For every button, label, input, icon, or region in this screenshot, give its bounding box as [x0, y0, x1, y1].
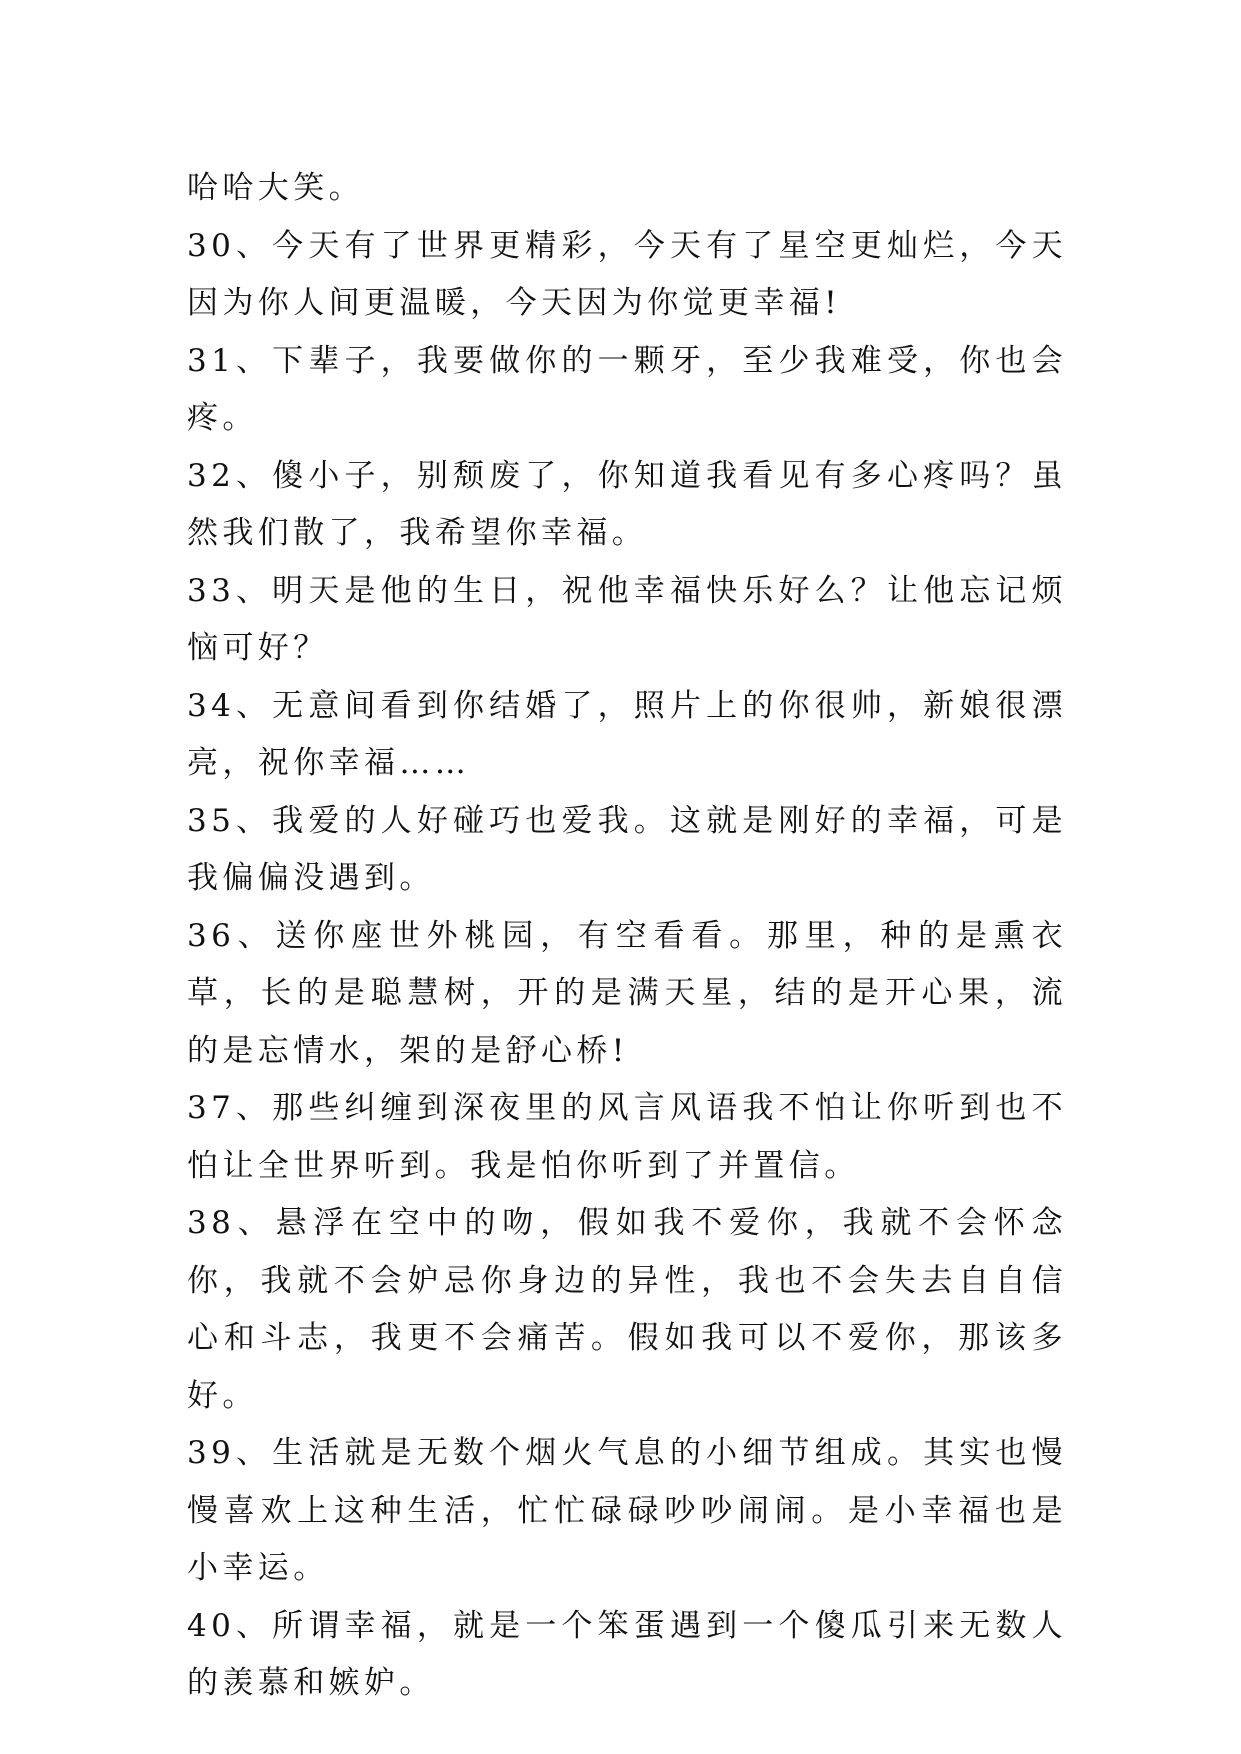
paragraph-36: 36、送你座世外桃园，有空看看。那里，种的是熏衣草，长的是聪慧树，开的是满天星，结的是开心果，流的是忘情水，架的是舒心桥!	[187, 917, 1067, 1069]
paragraph-40: 40、所谓幸福，就是一个笨蛋遇到一个傻瓜引来无数人的羡慕和嫉妒。	[187, 1607, 1067, 1701]
paragraph-39: 39、生活就是无数个烟火气息的小细节组成。其实也慢慢喜欢上这种生活，忙忙碌碌吵吵闹闹。是小幸福也是小幸运。	[187, 1435, 1067, 1586]
paragraph-34: 34、无意间看到你结婚了，照片上的你很帅，新娘很漂亮，祝你幸福……	[187, 687, 1067, 781]
paragraph-31: 31、下辈子，我要做你的一颗牙，至少我难受，你也会疼。	[187, 342, 1067, 436]
paragraph-37: 37、那些纠缠到深夜里的风言风语我不怕让你听到也不怕让全世界听到。我是怕你听到了并置信。	[187, 1090, 1067, 1184]
document-body	[187, 160, 1067, 1713]
paragraph-33: 33、明天是他的生日，祝他幸福快乐好么？让他忘记烦恼可好？	[187, 572, 1067, 666]
paragraph-continuation: 哈哈大笑。	[187, 170, 364, 206]
paragraph-30: 30、今天有了世界更精彩，今天有了星空更灿烂，今天因为你人间更温暖，今天因为你觉更幸福!	[187, 227, 1067, 321]
paragraph-35: 35、我爱的人好碰巧也爱我。这就是刚好的幸福，可是我偏偏没遇到。	[187, 802, 1067, 896]
paragraph-38: 38、悬浮在空中的吻，假如我不爱你，我就不会怀念你，我就不会妒忌你身边的异性，我也不会失去自自信心和斗志，我更不会痛苦。假如我可以不爱你，那该多好。	[187, 1205, 1067, 1414]
paragraph-32: 32、傻小子，别颓废了，你知道我看见有多心疼吗？虽然我们散了，我希望你幸福。	[187, 457, 1067, 551]
